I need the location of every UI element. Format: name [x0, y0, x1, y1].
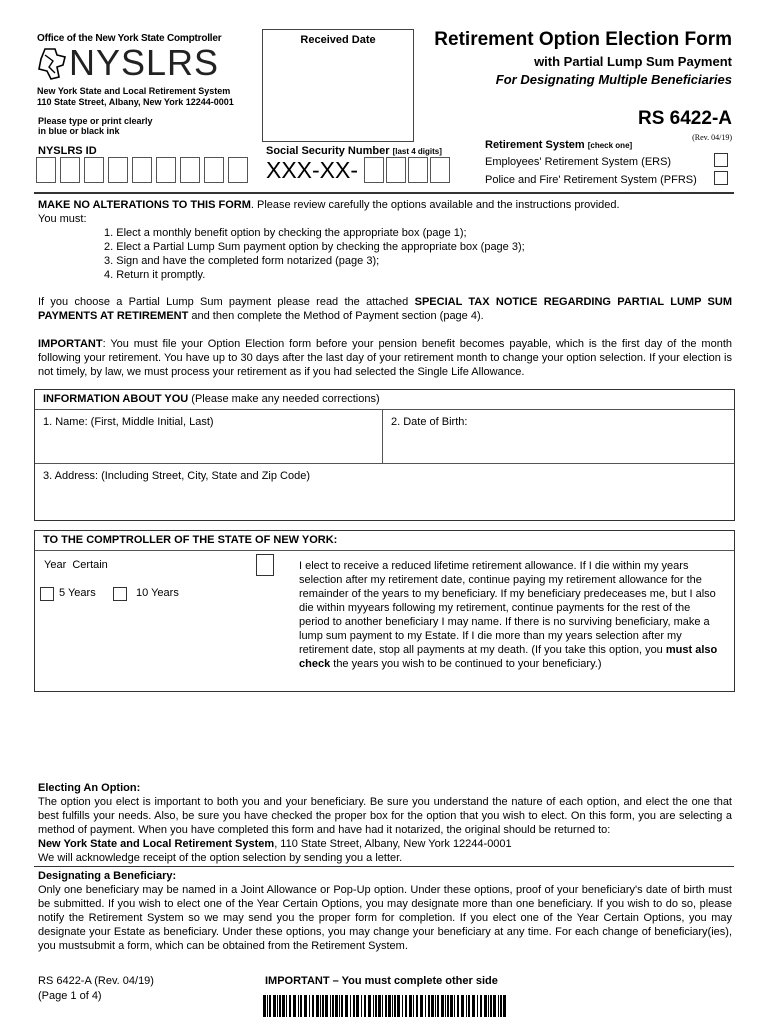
system-line: New York State and Local Retirement System: [37, 86, 231, 96]
election-text-post: the years you wish to be continued to your beneficiary.): [330, 658, 602, 670]
address-line: 110 State Street, Albany, New York 12244-0001: [37, 97, 234, 107]
return-address-bold: New York State and Local Retirement System: [38, 838, 275, 850]
electing-text: The option you elect is important to both you and your beneficiary. Be sure you understand the nature of each option, and elect the one that best fulfills your needs. Also, be sure you have checked the proper box for the option that you wish to elect. On this form, you are selecting a method of payment. When you have completed this form and have had it notarized, the original should be returned to:: [38, 796, 732, 836]
pfrs-checkbox[interactable]: [714, 171, 728, 185]
pls-pre: If you choose a Partial Lump Sum payment please read the attached: [38, 296, 415, 308]
ers-checkbox[interactable]: [714, 153, 728, 167]
acknowledgement: We will acknowledge receipt of the option selection by sending you a letter.: [38, 852, 403, 864]
nyslrs-id-label: NYSLRS ID: [38, 145, 97, 157]
step-item: 4. Return it promptly.: [104, 269, 206, 281]
ssn-label: [266, 145, 442, 157]
important-note: [38, 337, 732, 379]
important-rest: : You must file your Option Election form before your pension benefit becomes payable, which is the first day of the month following your retirement. You have up to 30 days after the last day of your retirement month to change your option selection. If your election is not timely, by law, we must process your retirement as if you had selected the Single Life Allowance.: [38, 338, 732, 378]
nyslrs-id-digit-box[interactable]: [60, 157, 80, 183]
no-alterations-rest: . Please review carefully the options available and the instructions provided.: [250, 199, 620, 211]
you-must: You must:: [38, 213, 87, 225]
form-revision: (Rev. 04/19): [692, 133, 732, 142]
step-item: 1. Elect a monthly benefit option by checking the appropriate box (page 1);: [104, 227, 467, 239]
logo-text: NYSLRS: [69, 42, 220, 83]
steps-list: [38, 226, 732, 282]
pls-bold: SPECIAL TAX NOTICE REGARDING PARTIAL LUMP SUM PAYMENTS AT RETIREMENT: [38, 296, 732, 322]
information-header-bold: INFORMATION ABOUT YOU: [43, 393, 189, 405]
ssn-digit-box[interactable]: [364, 157, 384, 183]
no-alterations-bold: MAKE NO ALTERATIONS TO THIS FORM: [38, 199, 251, 211]
election-text-bold: must also check: [299, 644, 718, 670]
print-note-line-2: in blue or black ink: [38, 126, 120, 136]
date-of-birth-field[interactable]: [383, 410, 734, 463]
ssn-digit-box[interactable]: [408, 157, 428, 183]
nyslrs-id-digit-box[interactable]: [228, 157, 248, 183]
information-section: [34, 389, 735, 521]
name-label: 1. Name: (First, Middle Initial, Last): [43, 416, 214, 428]
comptroller-section: [34, 530, 735, 692]
partial-lump-sum-note: [38, 295, 732, 323]
ers-label: Employees' Retirement System (ERS): [485, 156, 672, 168]
agency-logo: [37, 33, 234, 113]
form-subtitle-multiple: For Designating Multiple Beneficiaries: [495, 72, 732, 87]
received-date-box[interactable]: [262, 29, 414, 142]
ten-years-label: 10 Years: [136, 587, 179, 599]
step-item: 3. Sign and have the completed form notarized (page 3);: [104, 255, 380, 267]
nyslrs-id-digit-box[interactable]: [180, 157, 200, 183]
information-header-rest: (Please make any needed corrections): [188, 393, 380, 405]
form-title: Retirement Option Election Form: [434, 29, 732, 50]
print-note-line-1: Please type or print clearly: [38, 116, 153, 126]
nyslrs-id-digit-box[interactable]: [132, 157, 152, 183]
barcode-icon: [263, 995, 509, 1017]
year-certain-option-checkbox[interactable]: [256, 554, 274, 576]
designating-heading: Designating a Beneficiary:: [38, 870, 177, 882]
print-note: [38, 116, 153, 136]
no-alterations-note: [38, 198, 732, 212]
office-line: Office of the New York State Comptroller: [37, 33, 222, 44]
received-date-label: Received Date: [300, 34, 376, 46]
election-text: [299, 559, 723, 671]
name-field[interactable]: [35, 410, 383, 463]
retirement-system-label: [485, 139, 632, 151]
date-of-birth-label: 2. Date of Birth:: [391, 416, 468, 428]
ssn-digit-box[interactable]: [386, 157, 406, 183]
pls-post: and then complete the Method of Payment section (page 4).: [188, 310, 484, 322]
logo-mark: [37, 42, 220, 83]
nyslrs-id-digit-box[interactable]: [108, 157, 128, 183]
five-years-checkbox[interactable]: [40, 587, 54, 601]
comptroller-header: TO THE COMPTROLLER OF THE STATE OF NEW YORK:: [35, 531, 734, 551]
instructions: [38, 198, 732, 282]
five-years-label: 5 Years: [59, 587, 96, 599]
ssn-prefix: XXX-XX-: [266, 157, 359, 183]
footer-form-number: RS 6422-A (Rev. 04/19): [38, 975, 154, 987]
nyslrs-id-digit-box[interactable]: [204, 157, 224, 183]
nyslrs-id-digit-box[interactable]: [36, 157, 56, 183]
designating-divider: [34, 866, 734, 867]
election-text-body: I elect to receive a reduced lifetime retirement allowance. If I die within my years selection after my retirement date, continue paying my retirement allowance for the remainder of the years to my beneficiary. If my beneficiary predeceases me, but I also die within myyears following my retirement, continue payments for the rest of the period to another beneficiary I may name. If there is no surviving beneficiary, make a lump sum payment to my Estate. If I die more than my years selection after my retirement date, stop all payments at my death. (If you take this option, you: [299, 560, 716, 656]
address-label: 3. Address: (Including Street, City, State and Zip Code): [43, 470, 310, 482]
form-number: RS 6422-A: [638, 108, 732, 129]
return-address: [38, 837, 732, 851]
electing-option-section: [38, 781, 732, 865]
information-header: [35, 390, 734, 410]
designating-beneficiary-section: [38, 869, 732, 953]
ssn-label-text: Social Security Number: [266, 145, 390, 157]
retirement-system-label-text: Retirement System: [485, 139, 585, 151]
header-divider: [34, 192, 734, 194]
year-certain-label: Year Certain: [44, 559, 108, 571]
nyslrs-id-digit-box[interactable]: [84, 157, 104, 183]
designating-text: Only one beneficiary may be named in a Joint Allowance or Pop-Up option. Under these options, proof of your beneficiary's date of birth must be submitted. If you wish to elect one of the Year Certain Options, you may designate more than one beneficiary. If you wish to do so, please notify the Retirement System so we may send you the proper form for completion. If you elect one of the Year Certain Options, you may designate your Estate as beneficiary. Under these options, you may change your beneficiary at any time. For each change of beneficiary(ies), you mustsubmit a form, which can be obtained from the Retirement System.: [38, 884, 732, 952]
nyslrs-id-digit-box[interactable]: [156, 157, 176, 183]
pfrs-label: Police and Fire' Retirement System (PFRS): [485, 174, 697, 186]
ssn-hint: [last 4 digits]: [392, 147, 442, 156]
ssn-digit-box[interactable]: [430, 157, 450, 183]
return-address-rest: , 110 State Street, Albany, New York 12244-0001: [274, 838, 512, 850]
ten-years-checkbox[interactable]: [113, 587, 127, 601]
address-field[interactable]: [35, 463, 734, 520]
retirement-system-hint: [check one]: [587, 141, 633, 150]
footer-important: IMPORTANT – You must complete other side: [265, 975, 498, 987]
electing-heading: Electing An Option:: [38, 782, 141, 794]
important-bold: IMPORTANT: [38, 338, 103, 350]
form-subtitle: with Partial Lump Sum Payment: [534, 54, 732, 69]
step-item: 2. Elect a Partial Lump Sum payment option by checking the appropriate box (page 3);: [104, 241, 525, 253]
nyslrs-emblem-icon: [37, 47, 67, 81]
footer-page-number: (Page 1 of 4): [38, 990, 102, 1002]
